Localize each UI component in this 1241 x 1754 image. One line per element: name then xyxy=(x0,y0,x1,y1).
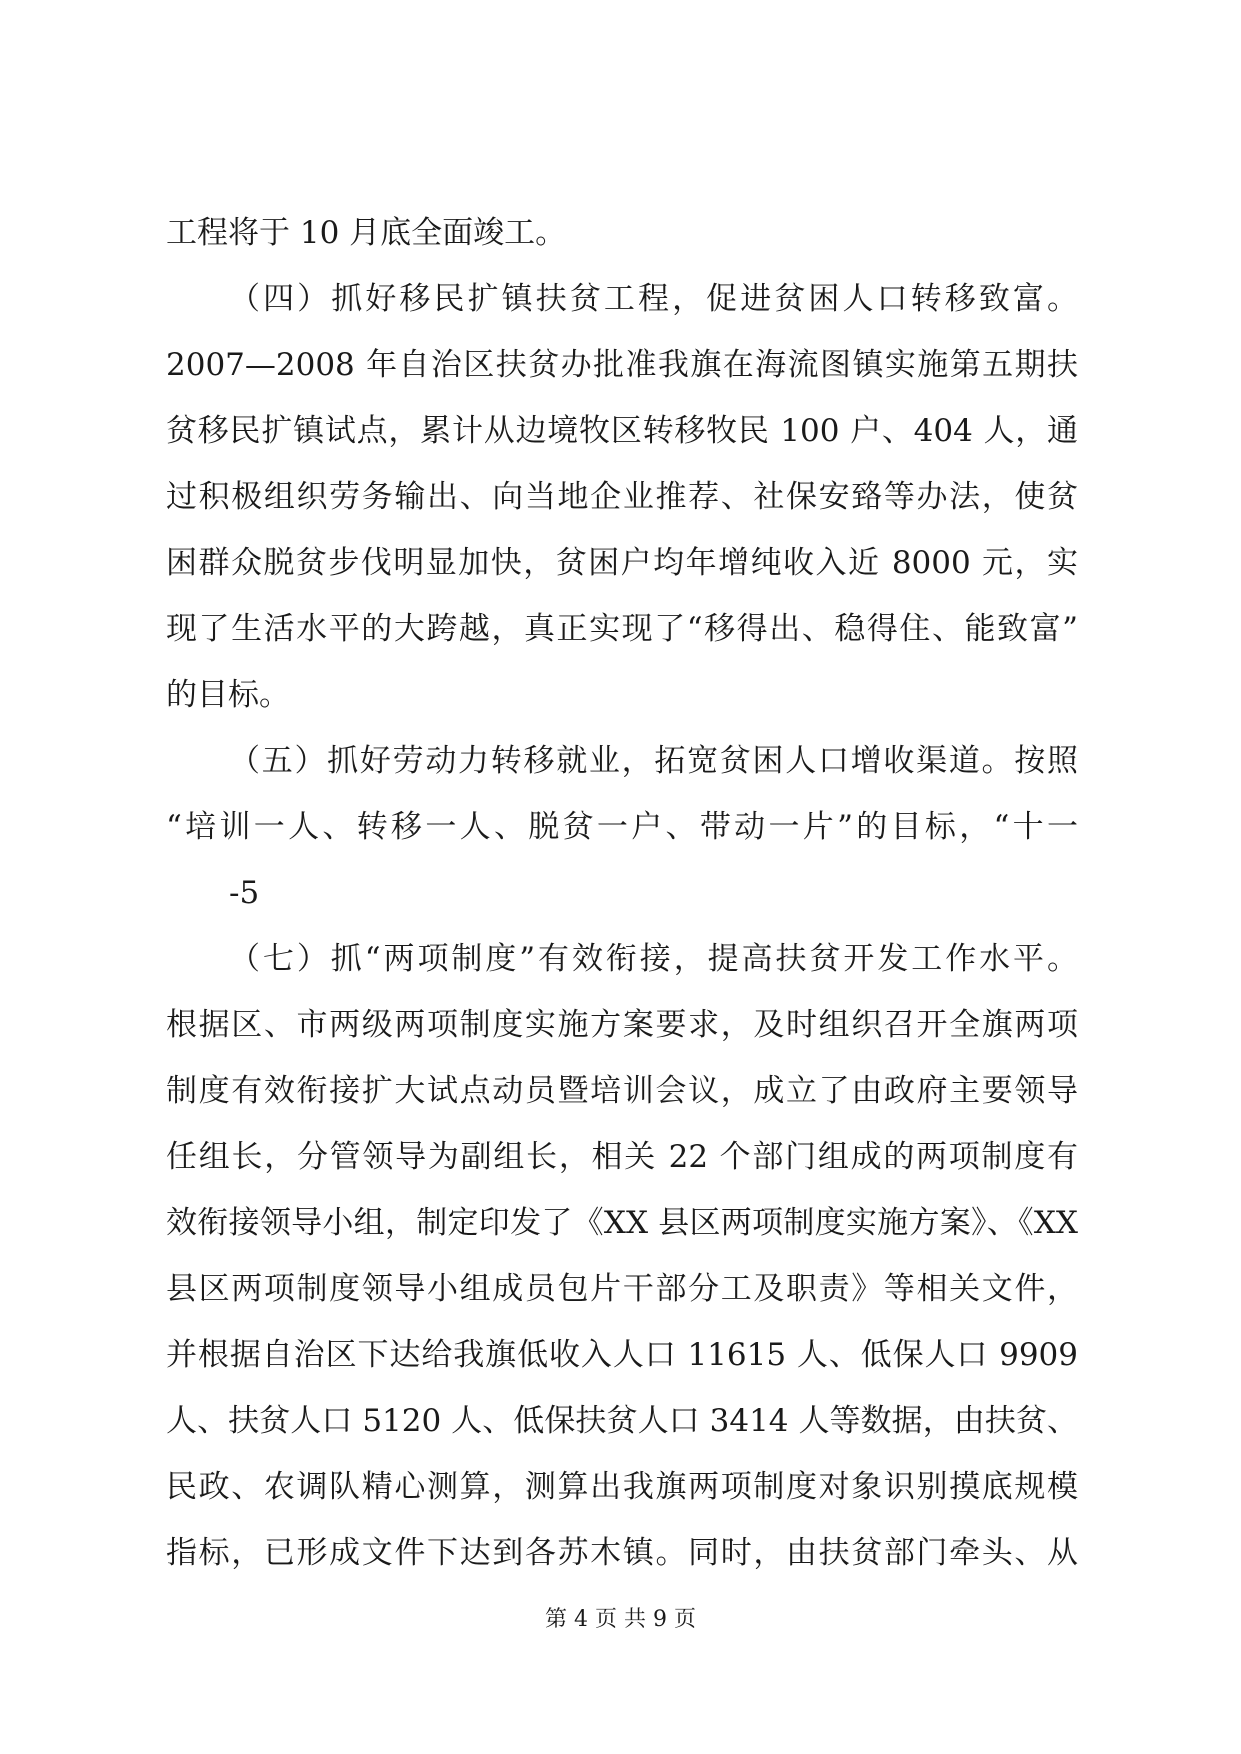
text-line: 制度有效衔接扩大试点动员暨培训会议，成立了由政府主要领导 xyxy=(166,1073,1078,1109)
text-line: 现了生活水平的大跨越，真正实现了“移得出、稳得住、能致富” xyxy=(166,611,1078,647)
page-marker: -5 xyxy=(229,875,260,911)
text-line: 工程将于 10 月底全面竣工。 xyxy=(166,215,567,251)
text-line: 效衔接领导小组，制定印发了《XX 县区两项制度实施方案》、《XX xyxy=(166,1205,1078,1241)
text-line: 并根据自治区下达给我旗低收入人口 11615 人、低保人口 9909 xyxy=(166,1337,1078,1373)
page-footer: 第 4 页 共 9 页 xyxy=(545,1607,696,1632)
text-line: 指标，已形成文件下达到各苏木镇。同时，由扶贫部门牵头、从 xyxy=(166,1535,1078,1571)
text-line: “培训一人、转移一人、脱贫一户、带动一片”的目标，“十一 xyxy=(166,809,1078,845)
text-line: 贫移民扩镇试点，累计从边境牧区转移牧民 100 户、404 人，通 xyxy=(166,413,1078,449)
section-heading-7: （七）抓“两项制度”有效衔接，提高扶贫开发工作水平。 xyxy=(229,941,1078,977)
text-line: 任组长，分管领导为副组长，相关 22 个部门组成的两项制度有 xyxy=(166,1139,1078,1175)
text-line: 2007—2008 年自治区扶贫办批准我旗在海流图镇实施第五期扶 xyxy=(166,347,1078,383)
section-heading-4: （四）抓好移民扩镇扶贫工程，促进贫困人口转移致富。 xyxy=(229,281,1078,317)
text-line: 过积极组织劳务输出、向当地企业推荐、社保安臵等办法，使贫 xyxy=(166,479,1078,515)
text-line: 人、扶贫人口 5120 人、低保扶贫人口 3414 人等数据，由扶贫、 xyxy=(166,1403,1078,1439)
text-line: 的目标。 xyxy=(166,677,290,713)
section-heading-5: （五）抓好劳动力转移就业，拓宽贫困人口增收渠道。按照 xyxy=(229,743,1078,779)
text-line: 民政、农调队精心测算，测算出我旗两项制度对象识别摸底规模 xyxy=(166,1469,1078,1505)
text-line: 困群众脱贫步伐明显加快，贫困户均年增纯收入近 8000 元，实 xyxy=(166,545,1078,581)
text-line: 县区两项制度领导小组成员包片干部分工及职责》等相关文件， xyxy=(166,1271,1078,1307)
text-line: 根据区、市两级两项制度实施方案要求，及时组织召开全旗两项 xyxy=(166,1007,1078,1043)
